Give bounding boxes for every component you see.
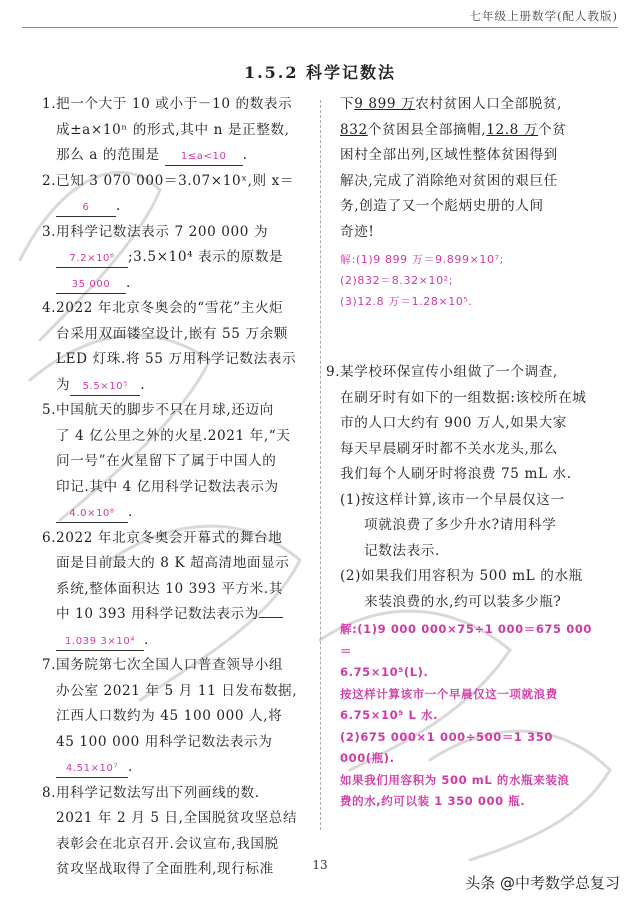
underlined-number: 12.8 万 [486, 121, 539, 138]
solution-text: (2)832＝8.32×10²; [340, 274, 453, 287]
sub-question-text: 记数法表示. [364, 542, 440, 559]
question-number: 7. [42, 657, 57, 673]
question-number: 3. [42, 223, 57, 240]
question-text: . [128, 759, 133, 775]
question-text: 在刷牙时有如下的一组数据:该校所在城 [340, 389, 587, 406]
sub-question-text: 项就浪费了多少升水?请用科学 [364, 517, 557, 533]
question-number: 2. [42, 172, 57, 189]
question-text [56, 271, 318, 297]
question-number: 1. [42, 96, 57, 112]
question-text [56, 194, 318, 220]
question-text: 下 [340, 96, 355, 112]
question-3 [42, 220, 318, 297]
answer-blank: 6 [56, 200, 116, 217]
question-number: 6. [42, 529, 57, 546]
question-text: 那么 a 的范围是 [56, 147, 160, 163]
question-text: 中 10 393 用科学记数法表示为 [56, 606, 259, 622]
underlined-number: 9 899 万 [354, 96, 416, 112]
question-text: 表彰会在北京召开.会议宣布,我国脱 [56, 835, 279, 852]
question-text: 务,创造了又一个彪炳史册的人间 [340, 198, 544, 214]
answer-blank: 7.2×10⁶ [56, 251, 128, 268]
question-text: . [128, 504, 133, 520]
question-text: 国务院第七次全国人口普查领导小组 [56, 657, 284, 673]
question-text: 用科学记数法表示 7 200 000 为 [56, 223, 269, 240]
question-text: 江西人口数约为 45 100 000 人,将 [56, 708, 283, 724]
question-text: 每天早晨刷牙时都不关水龙头,那么 [340, 440, 558, 457]
question-text: 成±a×10ⁿ 的形式,其中 n 是正整数, [56, 121, 290, 138]
question-text [56, 628, 318, 654]
solution-text: 按这样计算该市一个早晨仅这一项就浪费 [340, 686, 558, 701]
question-text: 系统,整体面积达 10 393 平方米.其 [56, 580, 283, 597]
page-number: 13 [312, 858, 328, 872]
question-6 [42, 526, 318, 654]
question-2 [42, 169, 318, 220]
answer-blank: 1≤a<10 [165, 149, 243, 166]
answer-blank: 5.5×10⁵ [70, 379, 140, 396]
question-text: 解决,完成了消除绝对贫困的艰巨任 [340, 172, 558, 189]
question-text: 已知 3 070 000＝3.07×10ˣ,则 x＝ [56, 172, 295, 189]
answer-blank: 1.039 3×10⁴ [56, 634, 144, 651]
question-text [56, 602, 318, 628]
answer-blank: 4.51×10⁷ [56, 761, 128, 778]
question-text: 中国航天的脚步不只在月球,还迈向 [56, 402, 274, 418]
question-text: 印记.其中 4 亿用科学记数法表示为 [56, 478, 279, 495]
sub-question-text: 来装浪费的水,约可以装多少瓶? [364, 593, 562, 610]
solution-text: 解:(1)9 000 000×75÷1 000＝675 000＝ [340, 622, 593, 658]
sub-question-text: (2)如果我们用容积为 500 mL 的水瓶 [340, 568, 583, 584]
section-title: 1.5.2 科学记数法 [243, 63, 397, 82]
solution-text: (2)675 000×1 000÷500＝1 350 000(瓶). [340, 729, 553, 765]
question-number: 5. [42, 402, 57, 418]
question-text: 困村全部出列,区域性整体贫困得到 [340, 147, 558, 163]
sub-question-text: (1)按这样计算,该市一个早晨仅这一 [340, 491, 565, 508]
underlined-number: 832 [340, 121, 368, 138]
question-text [56, 245, 318, 271]
question-text: 办公室 2021 年 5 月 11 日发布数据, [56, 682, 298, 699]
question-text: 把一个大于 10 或小于－10 的数表示 [56, 96, 293, 112]
question-text: 了 4 亿公里之外的火星.2021 年,“天 [56, 427, 291, 444]
column-divider [320, 100, 321, 830]
question-number: 4. [42, 300, 57, 316]
question-text: . [242, 147, 248, 163]
question-text [56, 143, 318, 169]
question-text: ;3.5×10⁴ 表示的原数是 [128, 249, 284, 265]
question-text: 面是目前最大的 8 K 超高清地面显示 [56, 555, 290, 571]
question-text: 个贫 [538, 121, 567, 138]
question-text: . [144, 631, 149, 648]
question-7 [42, 653, 318, 781]
question-text: 个贫困县全部摘帽, [367, 121, 487, 138]
answer-blank [259, 617, 283, 618]
solution-text: 6.75×10⁵(L). [340, 665, 429, 679]
question-number: 9. [326, 364, 341, 380]
question-8-continued [340, 92, 602, 312]
question-5 [42, 398, 318, 526]
spacer [340, 312, 602, 360]
answer-blank: 35 000 [56, 277, 126, 294]
question-text: 农村贫困人口全部脱贫, [415, 96, 563, 112]
question-text: 市的人口大约有 900 万人,如果大家 [340, 415, 568, 431]
question-9 [326, 360, 602, 813]
question-text: . [116, 198, 121, 214]
solution-text: 费的水,约可以装 1 350 000 瓶. [340, 794, 526, 808]
right-column [326, 92, 602, 813]
solution-text: 解:(1)9 899 万＝9.899×10⁷; [340, 253, 504, 266]
solution-text: (3)12.8 万＝1.28×10⁵. [340, 295, 473, 308]
left-column [42, 92, 318, 883]
question-text: 贫攻坚战取得了全面胜利,现行标准 [56, 861, 274, 877]
question-text: 用科学记数法写出下列画线的数. [56, 784, 260, 801]
question-text: LED 灯珠.将 55 万用科学记数法表示 [56, 351, 297, 367]
answer-blank: 4.0×10⁸ [56, 506, 128, 523]
solution-text: 如果我们用容积为 500 mL 的水瓶来装浪 [340, 772, 570, 787]
question-1 [42, 92, 318, 169]
question-text: 45 100 000 用科学记数法表示为 [56, 733, 273, 750]
question-text [56, 373, 318, 399]
question-text: . [126, 274, 131, 291]
question-text: 2022 年北京冬奥会的“雪花”主火炬 [56, 300, 284, 316]
question-text [56, 500, 318, 526]
question-text: 奇迹! [340, 223, 375, 240]
question-4 [42, 296, 318, 398]
question-number: 8. [42, 784, 57, 801]
question-text [56, 755, 318, 781]
question-text: 2022 年北京冬奥会开幕式的舞台地 [56, 529, 283, 546]
question-text: 我们每个人刷牙时将浪费 75 mL 水. [340, 466, 572, 482]
question-text: 2021 年 2 月 5 日,全国脱贫攻坚总结 [56, 810, 298, 826]
question-text [340, 118, 602, 144]
question-text: 台采用双面镂空设计,嵌有 55 万余颗 [56, 325, 288, 342]
question-text [340, 92, 602, 118]
question-text: 为 [56, 376, 71, 393]
question-text: 某学校环保宣传小组做了一个调查, [340, 364, 558, 380]
watermark-label: 头条 @中考数学总复习 [459, 870, 626, 895]
solution-text: 6.75×10⁵ L 水. [340, 708, 439, 722]
page-header: 七年级上册数学(配人教版) [469, 9, 618, 23]
question-text: . [140, 376, 146, 393]
question-text: 问一号”在火星留下了属于中国人的 [56, 453, 277, 469]
header-divider [22, 27, 618, 28]
